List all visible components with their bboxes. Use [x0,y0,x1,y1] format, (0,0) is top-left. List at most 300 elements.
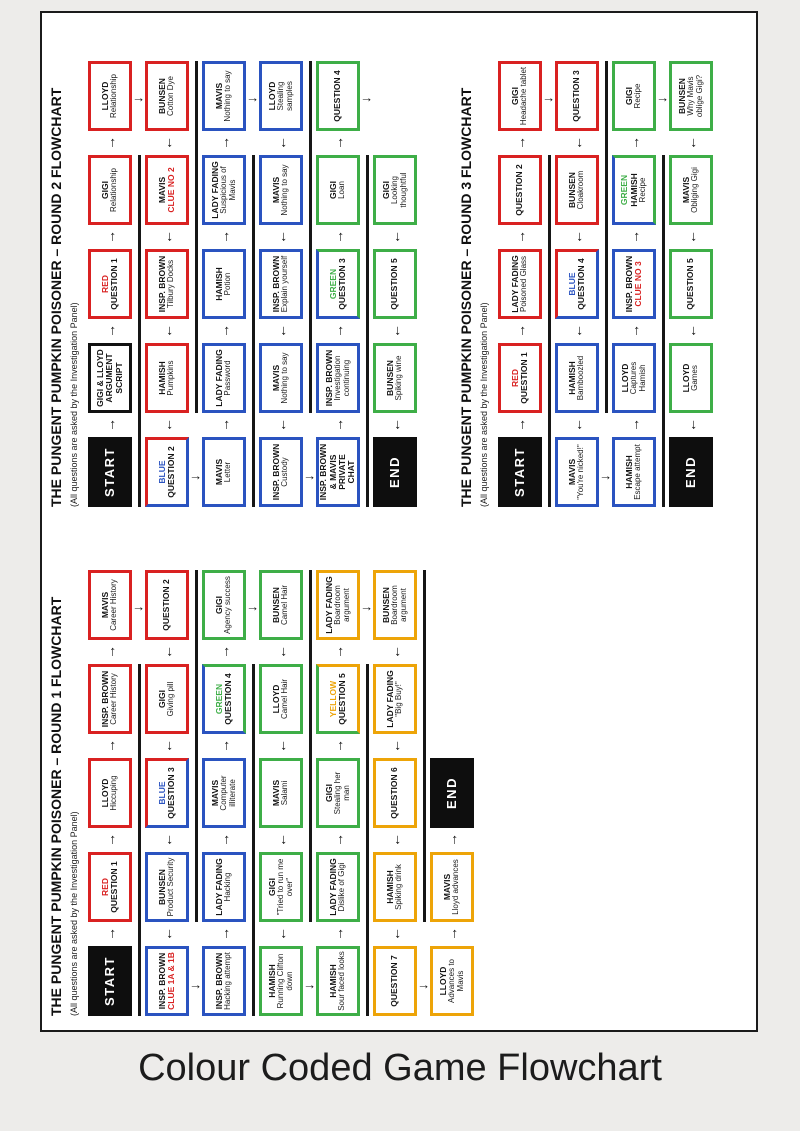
flow-arrow-left-icon: ← [159,136,175,150]
flow-box-label: Poisoned Glass [519,255,529,313]
flow-arrow-left-icon: ← [273,418,289,432]
flow-box [669,249,713,319]
flow-arrow-left-icon: ← [683,230,699,244]
row-divider [309,61,312,413]
flow-box-label: Lloyd advances [451,859,461,915]
flow-box-label: QUESTION 4 [223,673,233,725]
flow-box-label: LLOYD [266,81,277,111]
flow-arrow-left-icon: ← [159,833,175,847]
flow-box [316,946,360,1016]
flow-box [259,343,303,413]
flow-box-label: Password [223,360,233,396]
flow-box-label: Dislike of Gigi [337,862,347,912]
flow-box-label: PRIVATE CHAT [337,454,357,490]
flow-arrow-right-icon: → [512,324,528,338]
flow-box-label: Pumpkins [166,360,176,396]
flow-box-label: QUESTION 1 [519,352,529,404]
chart-subtitle: (All questions are asked by the Investigation Panel) [479,302,489,507]
flow-arrow-right-icon: → [102,230,118,244]
flow-box-label: RED [509,369,520,387]
flow-box [555,249,599,319]
flow-box [555,61,599,131]
flow-box-label: Camel Hair [280,585,290,626]
flow-box-label: MAVIS [680,176,691,204]
flow-row-grid [145,524,189,1016]
flow-box-label: MAVIS [213,82,224,110]
flow-box [373,343,417,413]
chart-rows [88,524,487,1016]
flow-box-label: QUESTION 7 [389,955,400,1007]
flow-box-label: LADY FADING [213,349,224,407]
flow-box [202,437,246,507]
flow-box-label: Stealing samples [275,81,294,111]
flow-box-label: Career History [109,673,119,725]
flow-box-label: Relationship [109,73,119,119]
flow-box [316,437,360,507]
flow-box-label: GIGI & LLOYD [94,349,105,407]
row-divider [366,155,369,507]
flow-box-label: Cloakroom [576,170,586,210]
flow-box-label: LADY FADING [327,858,338,916]
flow-box-label: GIGI [623,87,634,105]
flow-box-label: "Big Buy!" [394,681,404,717]
flow-arrow-right-icon: → [216,230,232,244]
flow-box-label: Computer illiterate [218,775,237,811]
flow-box-label: BUNSEN [566,172,577,208]
flow-row [669,15,726,507]
flow-box-label: QUESTION 2 [161,579,172,631]
flow-box-label: Hacking [223,872,233,902]
wrap-down-arrow-icon: ↓ [244,96,259,103]
flow-box-label: SCRIPT [113,362,124,394]
flow-arrow-right-icon: → [102,418,118,432]
wrap-down-arrow-icon: ↓ [358,605,373,612]
flow-arrow-left-icon: ← [273,645,289,659]
flow-box-label: INSP. BROWN [156,255,167,313]
flow-box-label: BUNSEN [676,78,687,114]
flow-box [88,852,132,922]
flow-box-label: HAMISH [266,964,277,998]
flow-row [88,15,145,507]
wrap-down-arrow-icon: ↓ [187,474,202,481]
flow-arrow-left-icon: ← [683,418,699,432]
flow-row [202,524,259,1016]
flow-box-label: BUNSEN [270,587,281,623]
flow-box-label: QUESTION 2 [166,446,176,498]
flow-box-label: INSP. BROWN [99,670,110,728]
flow-box [430,852,474,922]
flow-row [202,15,259,507]
flow-box [202,758,246,828]
flow-box [259,946,303,1016]
flow-box-label: Sour faced looks [337,951,347,1011]
flow-box-label: Letter [223,461,233,483]
row-divider [423,570,426,922]
flow-box-label: Relationship [109,167,119,213]
flow-box-terminal [430,758,474,828]
wrap-down-arrow-icon: ↓ [358,96,373,103]
flow-box-label: Boardroom argument [332,585,351,625]
flow-box-label: QUESTION 4 [332,70,343,122]
flow-box-label: Boardroom argument [389,585,408,625]
flow-box-label: Cotton Dye [166,75,176,117]
flow-box-label: Suspicious of Mavis [218,166,237,214]
flow-box-label: Bamboozled [576,355,586,401]
flow-box [202,570,246,640]
flow-box-label: GREEN [327,268,338,300]
flow-box-label: Spiking wine [394,355,404,401]
flow-box [145,437,189,507]
flow-arrow-left-icon: ← [387,645,403,659]
flow-box-label: HAMISH [156,361,167,395]
flow-box-label: Hiccuping [109,775,119,811]
flow-arrow-right-icon: → [330,136,346,150]
flow-box-label: Nothing to say [280,164,290,216]
flow-box [612,155,656,225]
flow-box-label: CLUE NO 2 [166,167,176,213]
flow-box-label: QUESTION 3 [166,767,176,819]
flow-box [88,664,132,734]
row-divider [138,155,141,507]
wrap-down-arrow-icon: ↓ [244,605,259,612]
flow-box-label: GIGI [509,87,520,105]
flow-box-label: Games [690,365,700,391]
flow-box [145,155,189,225]
flow-arrow-right-icon: → [216,324,232,338]
flow-box-label: QUESTION 1 [109,861,119,913]
flow-row [430,524,487,1016]
flow-box [373,249,417,319]
flow-box [202,155,246,225]
flow-box [145,343,189,413]
flow-row-grid [145,15,189,507]
flow-box-label: Nothing to say [280,352,290,404]
flow-box-label: Advances to Mavis [446,958,465,1004]
flow-box [316,343,360,413]
flow-box-label: "You're nicked!" [576,444,586,500]
flow-box [88,343,132,413]
flow-box-label: LADY FADING [209,161,220,219]
flow-arrow-left-icon: ← [387,230,403,244]
flow-box-label: Agency success [223,576,233,634]
flow-arrow-right-icon: → [216,739,232,753]
flow-box-label: QUESTION 3 [571,70,582,122]
flow-box-label: QUESTION 3 [337,258,347,310]
flow-box-label: QUESTION 5 [337,673,347,725]
flow-box-label: GREEN [213,683,224,715]
flow-box-label: Recipe [633,83,643,109]
flow-arrow-right-icon: → [102,324,118,338]
flow-box-label: Tilbury Docks [166,259,176,309]
flow-box-label: GIGI [99,181,110,199]
flow-box-label: GIGI [266,878,277,896]
flow-box-label: Stealing her man [332,771,351,815]
flow-arrow-right-icon: → [626,230,642,244]
flow-box-label: Running Clifton down [275,953,294,1009]
rotated-document [42,13,756,1030]
flow-arrow-left-icon: ← [569,230,585,244]
flow-box [259,437,303,507]
flow-box-label: LLOYD [99,778,110,808]
flow-row-grid [498,15,542,507]
wrap-down-arrow-icon: ↓ [130,605,145,612]
flow-box-terminal [498,437,542,507]
flow-box-label: START [101,956,117,1006]
flow-box-label: HAMISH [623,455,634,489]
flow-box [202,249,246,319]
flow-box-label: END [386,456,402,488]
flow-box-label: LADY FADING [213,858,224,916]
flow-box-label: GIGI [380,181,391,199]
flow-arrow-left-icon: ← [159,418,175,432]
flow-box [555,343,599,413]
flow-box-label: BLUE [566,272,577,296]
flow-box [145,249,189,319]
flow-arrow-left-icon: ← [387,927,403,941]
flow-box [612,249,656,319]
chart-rows [498,15,726,507]
flow-arrow-left-icon: ← [683,324,699,338]
flow-box-label: ARGUMENT [104,353,115,403]
flow-box-label: QUESTION 2 [514,164,525,216]
flow-arrow-left-icon: ← [159,927,175,941]
flow-row [555,15,612,507]
flow-arrow-right-icon: → [512,230,528,244]
flow-arrow-right-icon: → [330,927,346,941]
flow-box [316,758,360,828]
flow-arrow-right-icon: → [444,833,460,847]
chart-subtitle: (All questions are asked by the Investigation Panel) [69,302,79,507]
flow-box [612,437,656,507]
flow-box-label: MAVIS [99,591,110,619]
flow-box [498,61,542,131]
flow-box-label: INSP. BROWN [623,255,634,313]
wrap-down-arrow-icon: ↓ [654,96,669,103]
flow-box-label: YELLOW [327,680,338,718]
flow-box-label: & MAVIS [327,454,338,490]
flow-box-label: GIGI [213,596,224,614]
flow-arrow-right-icon: → [626,136,642,150]
wrap-down-arrow-icon: ↓ [301,474,316,481]
flow-arrow-right-icon: → [330,833,346,847]
flow-box-label: GIGI [327,181,338,199]
flow-box [88,155,132,225]
flow-box [145,61,189,131]
flow-box-label: QUESTION 6 [389,767,400,819]
flow-row [145,15,202,507]
wrap-down-arrow-icon: ↓ [301,983,316,990]
flow-row [373,524,430,1016]
flow-arrow-left-icon: ← [159,230,175,244]
flow-row [316,15,373,507]
flow-box [373,155,417,225]
flow-box-label: END [443,777,459,809]
flow-arrow-left-icon: ← [159,739,175,753]
wrap-down-arrow-icon: ↓ [597,474,612,481]
wrap-down-arrow-icon: ↓ [130,96,145,103]
flow-box-label: Product Security [166,857,176,917]
flow-box-label: HAMISH [566,361,577,395]
flow-box-label: Giving pill [166,681,176,717]
flow-box-label: Spiking drink [394,864,404,910]
flow-box [88,570,132,640]
flow-box-label: MAVIS [270,779,281,807]
flow-box-label: QUESTION 5 [685,258,696,310]
flow-box [669,155,713,225]
flow-box-label: INSP. BROWN [156,952,167,1010]
flow-box-label: Why Mavis oblige Gigi? [685,74,704,118]
row-divider [252,664,255,1016]
flow-row [88,524,145,1016]
flow-box-label: MAVIS [270,176,281,204]
flow-box [88,249,132,319]
flow-box-label: "Tried to run me over" [275,858,294,916]
flow-arrow-left-icon: ← [273,739,289,753]
flow-box [498,155,542,225]
flow-box [316,664,360,734]
flow-arrow-right-icon: → [512,136,528,150]
flow-box-label: INSP. BROWN [323,349,334,407]
flow-box-label: LADY FADING [323,576,334,634]
flow-row [373,15,430,507]
flow-arrow-right-icon: → [102,136,118,150]
flow-row-grid [88,15,132,507]
flow-box-label: Career History [109,579,119,631]
flow-box [259,61,303,131]
flow-arrow-left-icon: ← [273,136,289,150]
flow-arrow-right-icon: → [330,324,346,338]
flow-row [316,524,373,1016]
flow-box-label: MAVIS [270,364,281,392]
flow-box [612,61,656,131]
flow-box-label: LADY FADING [509,255,520,313]
flow-arrow-right-icon: → [216,927,232,941]
flow-arrow-right-icon: → [512,418,528,432]
flow-box-label: HAMISH [213,267,224,301]
flow-box-label: INSP. BROWN [270,443,281,501]
flow-box-label: MAVIS [209,779,220,807]
flow-box-terminal [373,437,417,507]
chart-title: THE PUNGENT PUMPKIN POISONER – ROUND 2 FLOWCHART [48,87,64,507]
flow-row-grid [555,15,599,507]
flow-row [145,524,202,1016]
chart-rows [88,15,430,507]
flow-arrow-left-icon: ← [159,324,175,338]
flow-box-label: Recipe [637,177,647,203]
flow-box-label: MAVIS [441,873,452,901]
flow-box-label: LADY FADING [384,670,395,728]
flow-box-label: Hacking attempt [223,952,233,1010]
flow-box [88,758,132,828]
flow-box-label: QUESTION 4 [576,258,586,310]
flow-box-label: BLUE [156,460,167,484]
flow-row-grid [669,15,713,507]
flow-box [259,155,303,225]
chart-title: THE PUNGENT PUMPKIN POISONER – ROUND 3 FLOWCHART [458,87,474,507]
flow-box-label: GREEN [619,174,630,206]
flow-row [259,524,316,1016]
flow-box [88,61,132,131]
row-divider [195,61,198,413]
flow-arrow-right-icon: → [626,418,642,432]
flow-box-label: MAVIS [566,458,577,486]
flow-row [259,15,316,507]
flow-box [145,664,189,734]
flow-box-label: Salami [280,780,290,806]
flow-box [202,852,246,922]
flowchart-round-1 [48,524,487,1016]
flow-box-label: QUESTION 1 [109,258,119,310]
flow-box [430,946,474,1016]
wrap-down-arrow-icon: ↓ [415,983,430,990]
flow-row-grid [202,524,246,1016]
flow-row-grid [88,524,132,1016]
chart-title: THE PUNGENT PUMPKIN POISONER – ROUND 1 FLOWCHART [48,596,64,1016]
flow-box-label: BUNSEN [156,869,167,905]
flow-box [316,570,360,640]
flow-box [145,758,189,828]
flow-box-terminal [88,946,132,1016]
flow-arrow-right-icon: → [102,833,118,847]
flow-box-label: END [682,456,698,488]
flow-box-label: CLUE 1A & 1B [166,952,176,1010]
flow-box [316,61,360,131]
flow-box [145,570,189,640]
flow-arrow-right-icon: → [330,739,346,753]
chart-subtitle: (All questions are asked by the Investigation Panel) [69,811,79,1016]
flow-box-label: LLOYD [99,81,110,111]
flow-box [259,758,303,828]
flow-box-label: Obliging Gigi [690,167,700,213]
flow-arrow-right-icon: → [626,324,642,338]
row-divider [605,61,608,413]
flow-arrow-left-icon: ← [387,739,403,753]
flow-box-label: Custody [280,457,290,487]
document-page-panel [40,11,758,1032]
flow-box [612,343,656,413]
flow-arrow-right-icon: → [330,418,346,432]
flow-arrow-left-icon: ← [569,324,585,338]
flow-row-grid [316,15,360,507]
flow-box-label: Explain yourself [280,255,290,313]
flow-box [373,852,417,922]
page-caption: Colour Coded Game Flowchart [138,1047,662,1089]
flow-row-grid [430,524,474,1016]
flow-arrow-right-icon: → [102,645,118,659]
flow-box-label: BLUE [156,781,167,805]
wrap-down-arrow-icon: ↓ [540,96,555,103]
flow-arrow-left-icon: ← [273,833,289,847]
flow-box [202,61,246,131]
flow-box-label: CLUE NO 3 [633,261,643,307]
flow-box [202,664,246,734]
flow-box-label: Looking thoughtful [389,172,408,208]
flow-box [259,664,303,734]
flow-box-label: MAVIS [156,176,167,204]
flow-box [498,249,542,319]
row-divider [662,155,665,507]
row-divider [252,155,255,507]
flow-box-label: Potion [223,272,233,296]
flow-box-label: MAVIS [213,458,224,486]
flow-row-grid [373,15,417,507]
flow-box [555,155,599,225]
flow-arrow-right-icon: → [102,739,118,753]
flowchart-round-3 [458,15,726,507]
flow-arrow-left-icon: ← [683,136,699,150]
flow-box-label: LLOYD [680,363,691,393]
flow-box [259,852,303,922]
